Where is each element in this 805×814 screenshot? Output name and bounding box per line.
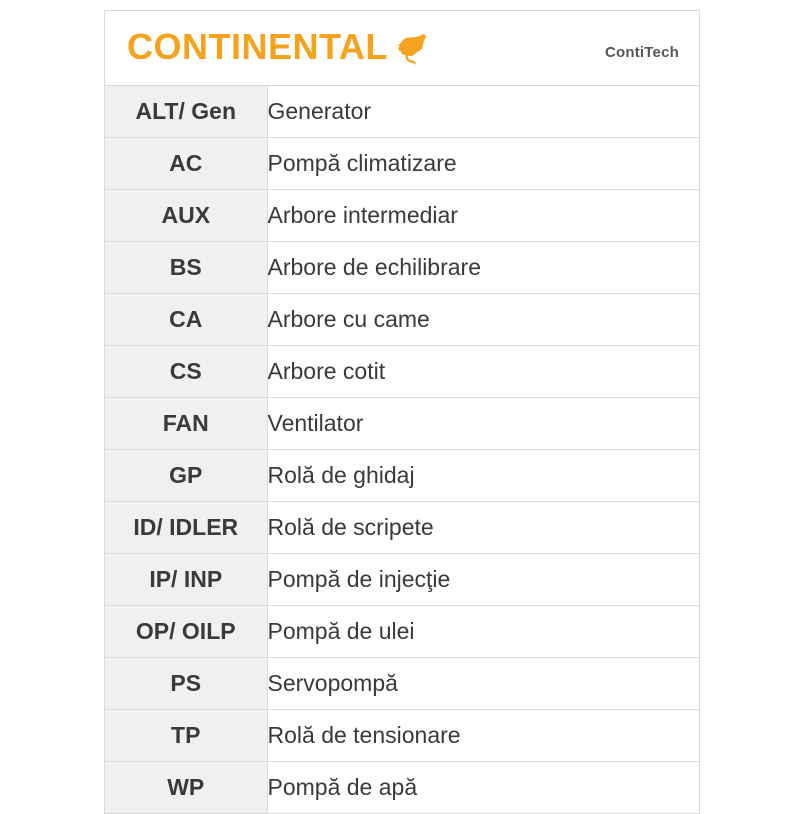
sub-brand-label: ContiTech bbox=[604, 44, 679, 61]
table-row bbox=[105, 710, 699, 762]
table-row bbox=[105, 190, 699, 242]
abbr-cell: AC bbox=[105, 138, 267, 190]
abbr-cell: AUX bbox=[105, 190, 267, 242]
table-row bbox=[105, 450, 699, 502]
table-row bbox=[105, 294, 699, 346]
abbr-cell: PS bbox=[105, 658, 267, 710]
table-row bbox=[105, 502, 699, 554]
abbr-cell: TP bbox=[105, 710, 267, 762]
table-row bbox=[105, 86, 699, 138]
table-row bbox=[105, 658, 699, 710]
table-row bbox=[105, 606, 699, 658]
desc-cell: Pompă de apă bbox=[267, 762, 699, 814]
desc-cell: Ventilator bbox=[267, 398, 699, 450]
abbr-cell: OP/ OILP bbox=[105, 606, 267, 658]
desc-cell: Rolă de scripete bbox=[267, 502, 699, 554]
desc-cell: Pompă de ulei bbox=[267, 606, 699, 658]
desc-cell: Rolă de tensionare bbox=[267, 710, 699, 762]
desc-cell: Rolă de ghidaj bbox=[267, 450, 699, 502]
abbr-cell: ID/ IDLER bbox=[105, 502, 267, 554]
abbr-cell: BS bbox=[105, 242, 267, 294]
legend-table-body bbox=[105, 86, 699, 813]
desc-cell: Arbore cu came bbox=[267, 294, 699, 346]
desc-cell: Pompă climatizare bbox=[267, 138, 699, 190]
continental-logo bbox=[127, 27, 434, 74]
abbr-cell: ALT/ Gen bbox=[105, 86, 267, 138]
abbr-cell: WP bbox=[105, 762, 267, 814]
abbreviation-legend-table bbox=[105, 86, 699, 813]
abbr-cell: CA bbox=[105, 294, 267, 346]
brand-header bbox=[105, 11, 699, 86]
table-row bbox=[105, 554, 699, 606]
abbr-cell: FAN bbox=[105, 398, 267, 450]
desc-cell: Arbore intermediar bbox=[267, 190, 699, 242]
table-row bbox=[105, 138, 699, 190]
abbr-cell: IP/ INP bbox=[105, 554, 267, 606]
table-row bbox=[105, 762, 699, 814]
desc-cell: Arbore cotit bbox=[267, 346, 699, 398]
desc-cell: Servopompă bbox=[267, 658, 699, 710]
abbr-cell: GP bbox=[105, 450, 267, 502]
table-row bbox=[105, 398, 699, 450]
legend-sheet bbox=[104, 10, 700, 814]
brand-wordmark: CONTINENTAL bbox=[127, 26, 388, 67]
table-row bbox=[105, 346, 699, 398]
abbr-cell: CS bbox=[105, 346, 267, 398]
prancing-horse-icon bbox=[394, 29, 434, 74]
desc-cell: Arbore de echilibrare bbox=[267, 242, 699, 294]
table-row bbox=[105, 242, 699, 294]
desc-cell: Generator bbox=[267, 86, 699, 138]
desc-cell: Pompă de injecţie bbox=[267, 554, 699, 606]
